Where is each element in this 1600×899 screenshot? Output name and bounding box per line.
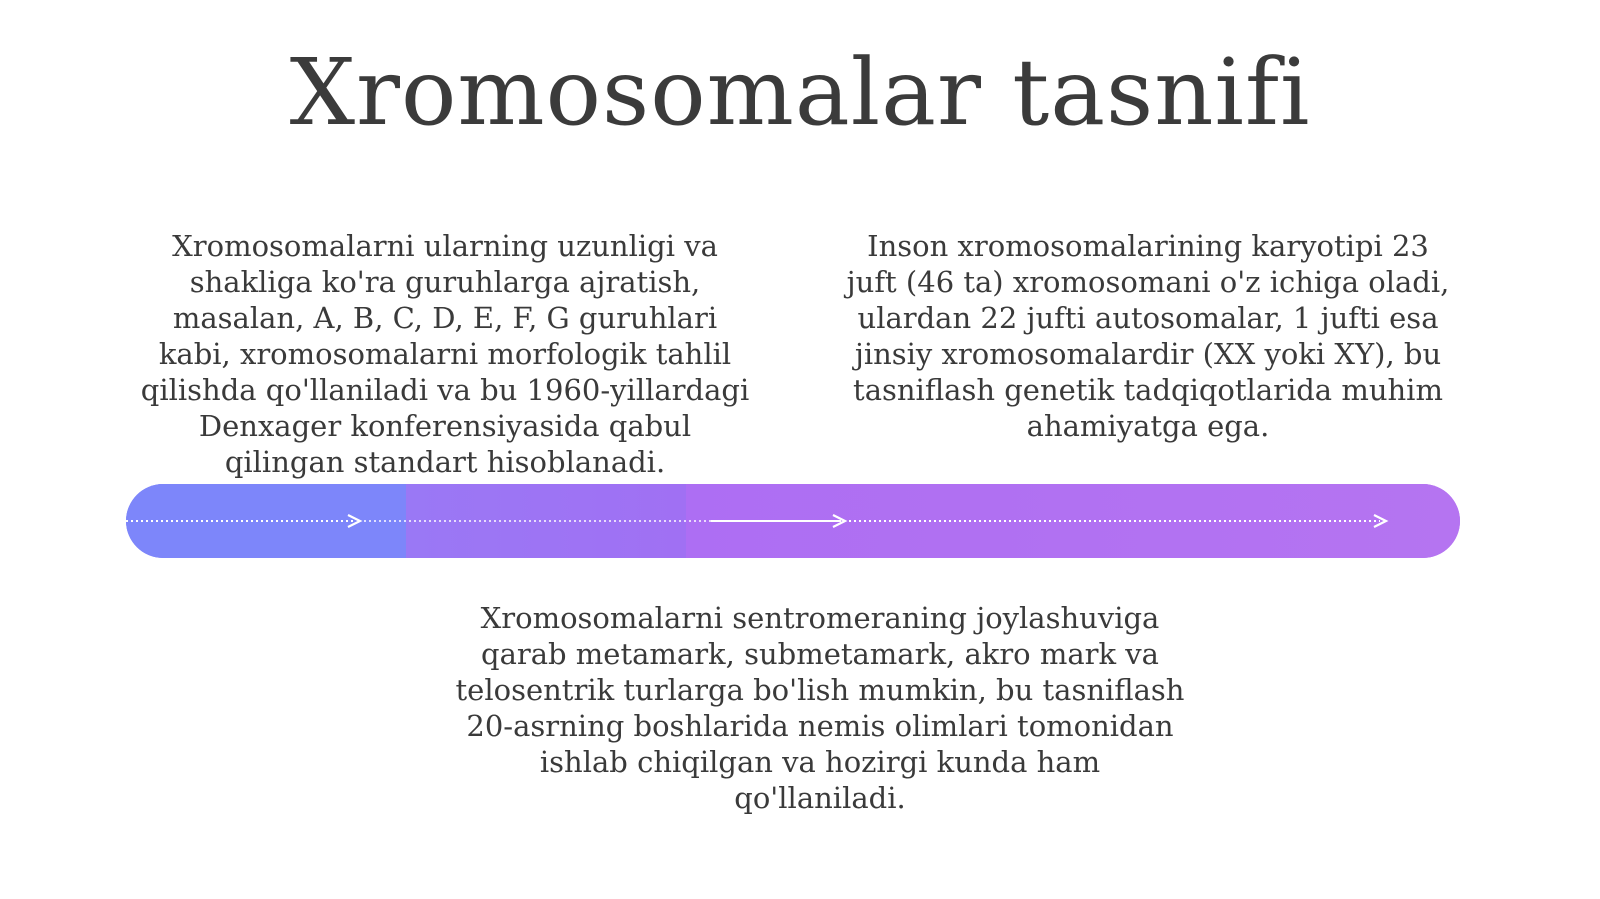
text-block-left: Xromosomalarni ularning uzunligi va shakliga ko'ra guruhlarga ajratish, masalan, A, B, C, D, E, F, G guruhlari kabi, xromosomalarni morfologik tahlil qilishda qo'llaniladi va bu 1960-yillardagi Denxager konferensiyasida qabul qilingan standart hisoblanadi. <box>140 229 750 479</box>
text-block-right: Inson xromosomalarining karyotipi 23 juft (46 ta) xromosomani o'z ichiga oladi, ulardan 22 jufti autosomalar, 1 jufti esa jinsiy xromosomalardir (XX yoki XY), bu tasniflash genetik tadqiqotlarida muhim ahamiyatga ega. <box>846 229 1450 443</box>
text-block-bottom: Xromosomalarni sentromeraning joylashuviga qarab metamark, submetamark, akro mark va telosentrik turlarga bo'lish mumkin, bu tasniflash 20-asrning boshlarida nemis olimlari tomonidan ishlab chiqilgan va hozirgi kunda ham qo'llaniladi. <box>455 601 1185 815</box>
arrow-right-icon <box>348 515 360 527</box>
timeline-bar <box>126 484 1460 558</box>
timeline-arrows <box>126 484 1460 558</box>
slide-title: Xromosomalar tasnifi <box>289 39 1311 146</box>
